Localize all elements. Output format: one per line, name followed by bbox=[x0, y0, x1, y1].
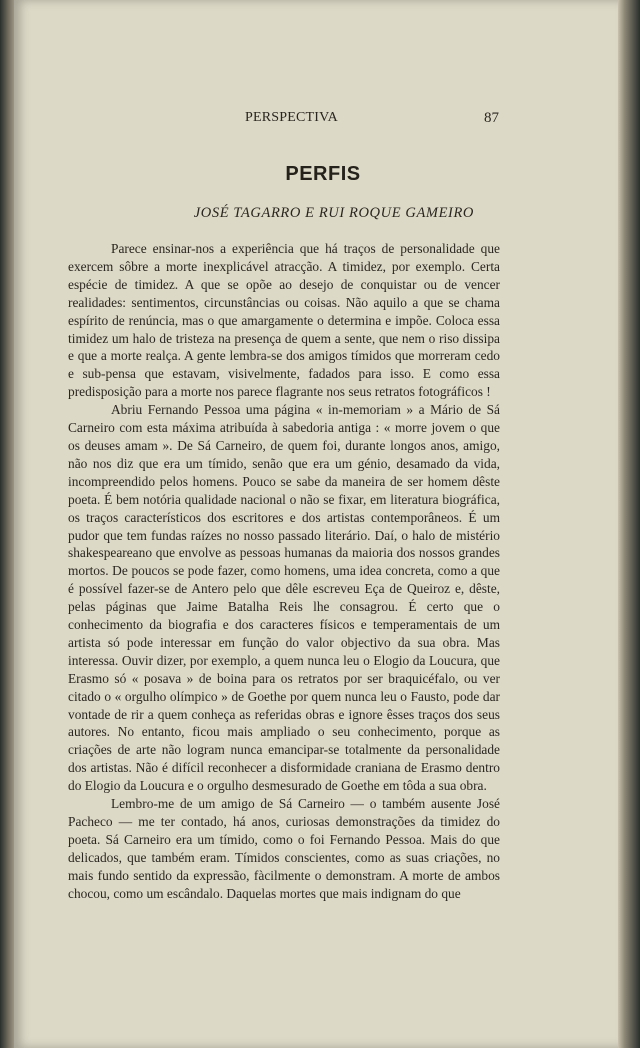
article-body bbox=[68, 240, 500, 903]
article-title-wrap bbox=[14, 163, 620, 186]
running-title: PERSPECTIVA bbox=[245, 110, 338, 125]
paragraph: Abriu Fernando Pessoa uma página « in-memoriam » a Mário de Sá Carneiro com esta máxima atribuída à sabedoria antiga : « morre jovem o que os deuses amam ». De Sá Carneiro, de quem foi, durante longos anos, amigo, não nos diz que era um tímido, senão que era um génio, desamado da vida, incompreendido pelos homens. Pouco se sabe da maneira de ser homem dêste poeta. É bem notória qualidade nacional o não se fixar, em literatura biográfica, os traços característicos dos escritores e dos artistas contemporâneos. É um pudor que tem fundas raízes no nosso passado literário. Daí, o halo de mistério shakespeareano que envolve as pessoas humanas da maioria dos nossos grandes mortos. De poucos se pode fazer, como homens, uma idea concreta, como a que é possível fazer-se de Antero pelo que dêle escreveu Eça de Queiroz e, dêste, pelas páginas que Jaime Batalha Reis lhe consagrou. É certo que o conhecimento da biografia e dos caracteres físicos e temperamentais de um artista só pode interessar em função do valor objectivo da sua obra. Mas interessa. Ouvir dizer, por exemplo, a quem nunca leu o Elogio da Loucura, que Erasmo só « posava » de boina para os retratos por ser braquicéfalo, ou ver citado o « orgulho olímpico » de Goethe por quem nunca leu o Fausto, pode dar vontade de rir a quem conheça as referidas obras e ignore êsses traços dos seus autores. No entanto, ficou mais ampliado o seu conhecimento, porque as criações de arte não logram nunca emancipar-se totalmente da personalidade dos artistas. Não é difícil reconhecer a disformidade craniana de Erasmo dentro do Elogio da Loucura e o orgulho desmesurado de Goethe em tôda a sua obra. bbox=[68, 402, 500, 794]
page-header bbox=[245, 110, 499, 130]
paragraph: Parece ensinar-nos a experiência que há traços de personalidade que exercem sôbre a morte inexplicável atracção. A timidez, por exemplo. Certa espécie de timidez. A que se opõe ao desejo de conquistar ou de vencer realidades: sentimentos, circunstâncias ou coisas. Não aquilo a que se chama espírito de renúncia, mas o que amargamente o determina e impõe. Coloca essa timidez um halo de tristeza na presença de quem a sente, que nem o riso dissipa e que a morte realça. A gente lembra-se dos amigos tímidos que morreram cedo e sub-pensa que estavam, visivelmente, fadados para isso. E como essa predisposição para a morte nos parece flagrante nos seus retratos fotográficos ! bbox=[68, 241, 500, 400]
page-number: 87 bbox=[484, 110, 499, 126]
paragraph: Lembro-me de um amigo de Sá Carneiro — o também ausente José Pacheco — me ter contado, há anos, curiosas demonstrações da timidez do poeta. Sá Carneiro era um tímido, como o foi Fernando Pessoa. Mais do que delicados, que também eram. Tímidos conscientes, como as suas criações, no mais fundo sentido da expressão, fàcilmente o demonstram. A morte de ambos chocou, como um escândalo. Daquelas mortes que mais indignam do que bbox=[68, 796, 500, 901]
book-page bbox=[14, 0, 620, 1048]
article-title: PERFIS bbox=[285, 163, 361, 185]
book-edge-right bbox=[618, 0, 640, 1048]
article-authors: JOSÉ TAGARRO E RUI ROQUE GAMEIRO bbox=[193, 205, 474, 221]
